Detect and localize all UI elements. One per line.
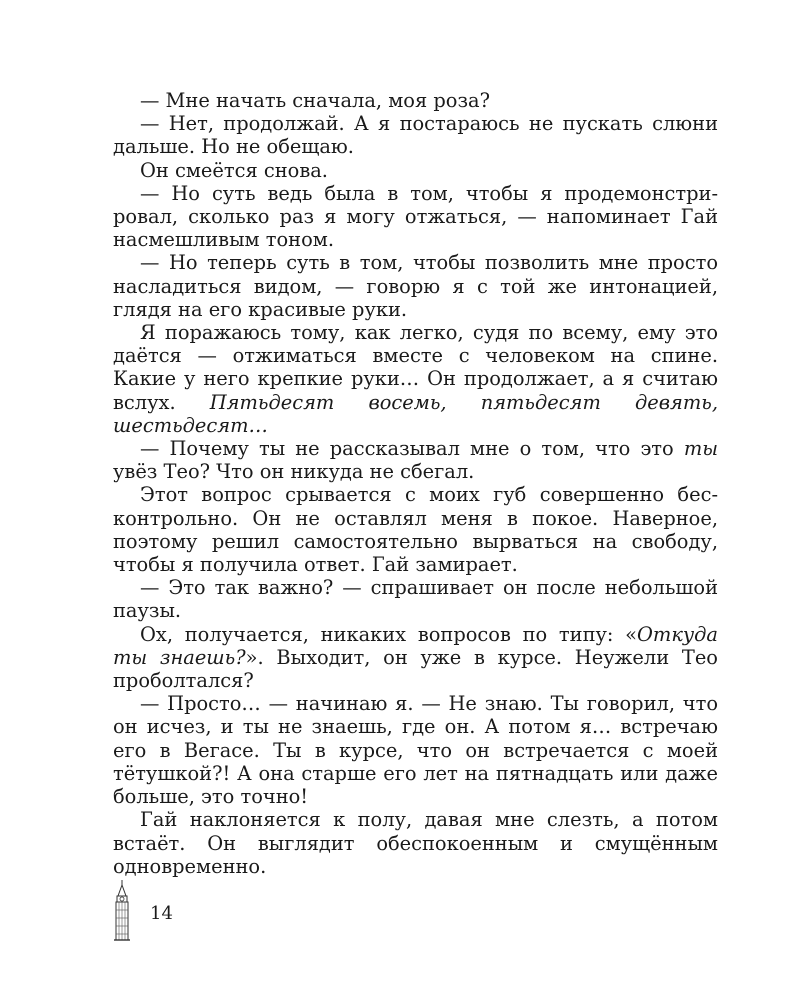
- paragraph: [113, 182, 718, 252]
- text-segment: — Нет, продолжай. А я постараюсь не пускать слюни дальше. Но не обещаю.: [113, 112, 718, 159]
- italic-text: Откуда ты знаешь?: [113, 622, 718, 669]
- paragraph: [113, 692, 718, 808]
- paragraph: [113, 89, 718, 112]
- tower-icon: [112, 880, 132, 942]
- paragraph: [113, 623, 718, 693]
- text-segment: Я поражаюсь тому, как легко, судя по всему, ему это даётся — отжиматься вместе с человеком на спине. Какие у него крепкие руки… Он продолжает, а я считаю вслух.: [113, 321, 718, 414]
- paragraph: [113, 808, 718, 878]
- paragraph: [113, 437, 718, 483]
- paragraph: [113, 159, 718, 182]
- italic-text: Пятьдесят восемь, пятьдесят девять, шестьдесят…: [113, 390, 718, 437]
- text-segment: — Мне начать сначала, моя роза?: [140, 89, 490, 112]
- text-segment: — Это так важно? — спрашивает он после небольшой паузы.: [113, 576, 718, 623]
- page-footer: [112, 880, 312, 950]
- text-segment: — Просто… — начинаю я. — Не знаю. Ты говорил, что он исчез, и ты не знаешь, где он. А потом я… встречаю его в Вегасе. Ты в курсе, что он встречается с моей тётушкой?! А она старше его лет на пятнадцать или даже больше, это точно!: [113, 692, 718, 809]
- paragraph: [113, 576, 718, 622]
- paragraph: [113, 483, 718, 576]
- text-segment: — Почему ты не рассказывал мне о том, что это: [140, 437, 684, 461]
- italic-text: ты: [683, 437, 718, 461]
- page-number: 14: [150, 903, 173, 924]
- text-segment: Этот вопрос срывается с моих губ совершенно бесконтрольно. Он не оставлял меня в покое. Наверное, поэтому решил самостоятельно вырваться на свободу, чтобы я получила ответ. Гай замирает.: [113, 483, 718, 577]
- paragraph: [113, 112, 718, 158]
- text-segment: Ох, получается, никаких вопросов по типу: «: [140, 622, 638, 646]
- body-text: [113, 89, 718, 878]
- text-segment: Он смеётся снова.: [140, 158, 328, 182]
- paragraph: [113, 251, 718, 321]
- text-segment: — Но теперь суть в том, чтобы позволить мне просто насладиться видом, — говорю я с той же интонацией, глядя на его красивые руки.: [113, 251, 718, 321]
- text-segment: — Но суть ведь была в том, чтобы я продемонстрировал, сколько раз я могу отжаться, — напоминает Гай насмешливым тоном.: [113, 181, 718, 252]
- text-segment: увёз Тео? Что он никуда не сбегал.: [113, 460, 475, 484]
- text-segment: ». Выходит, он уже в курсе. Неужели Тео проболтался?: [113, 645, 718, 693]
- paragraph: [113, 321, 718, 437]
- text-segment: Гай наклоняется к полу, давая мне слезть, а потом встаёт. Он выглядит обеспокоенным и смущённым одновременно.: [113, 808, 718, 878]
